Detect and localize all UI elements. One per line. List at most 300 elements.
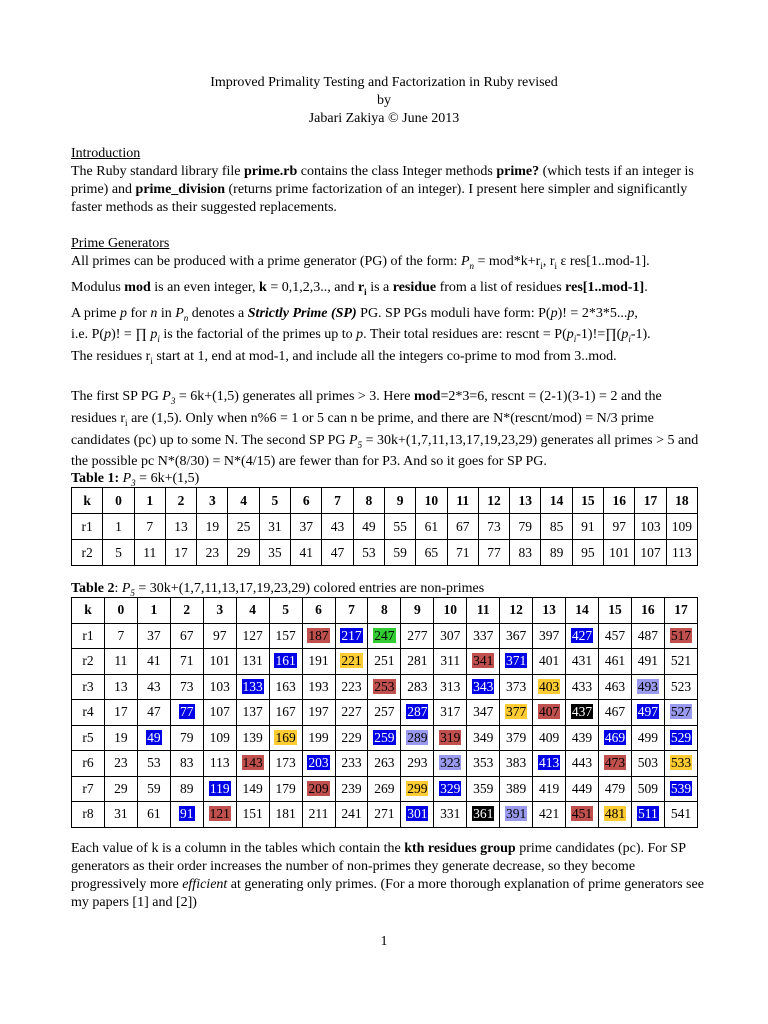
- pg-symbol: $P_n$: [460, 254, 474, 271]
- pg-bold: res[1..mod-1]: [565, 279, 645, 295]
- non-prime-value: 403: [538, 678, 560, 694]
- non-prime-value: 253: [374, 678, 395, 694]
- non-prime-value: 77: [180, 704, 194, 720]
- table-cell: 443: [566, 751, 599, 777]
- pg-sub: i: [150, 355, 153, 366]
- column-header: 15: [599, 598, 632, 624]
- table-cell: 41: [137, 649, 170, 675]
- table-cell: 67: [447, 514, 478, 540]
- table-cell: 43: [137, 674, 170, 700]
- table-cell: [467, 802, 500, 828]
- non-prime-value: 481: [604, 806, 626, 822]
- column-header: 0: [104, 598, 137, 624]
- table-cell: 307: [434, 623, 467, 649]
- non-prime-value: 203: [308, 755, 329, 771]
- table-cell: 19: [197, 514, 228, 540]
- table-cell: 487: [631, 623, 664, 649]
- table-cell: 337: [467, 623, 500, 649]
- table-cell: 29: [228, 540, 259, 566]
- table-cell: 43: [322, 514, 353, 540]
- non-prime-value: 413: [538, 755, 560, 771]
- intro-paragraph: [71, 163, 711, 217]
- table-row: [72, 514, 698, 540]
- non-prime-value: 221: [341, 653, 362, 669]
- table-cell: 293: [401, 751, 434, 777]
- table-cell: [533, 674, 566, 700]
- pg-text: , r: [542, 254, 555, 269]
- table-cell: 103: [203, 674, 236, 700]
- table-cell: 79: [510, 514, 541, 540]
- table-cell: 113: [203, 751, 236, 777]
- table-cell: [664, 700, 697, 726]
- table-cell: 11: [104, 649, 137, 675]
- table-cell: [335, 649, 368, 675]
- table-cell: 91: [572, 514, 603, 540]
- pg-italic: n: [150, 305, 158, 321]
- table-cell: 433: [566, 674, 599, 700]
- table-cell: 59: [384, 540, 415, 566]
- table-cell: 353: [467, 751, 500, 777]
- table-cell: 157: [269, 623, 302, 649]
- table-cell: 23: [104, 751, 137, 777]
- table-row: [72, 751, 698, 777]
- pg-symbol: $p_i$: [150, 327, 160, 345]
- table-cell: 53: [137, 751, 170, 777]
- non-prime-value: 143: [242, 755, 263, 771]
- pg-text: All primes can be produced with a prime generator (PG) of the form:: [71, 254, 461, 269]
- non-prime-value: 451: [571, 806, 593, 822]
- non-prime-value: 361: [473, 806, 494, 822]
- table-cell: [401, 700, 434, 726]
- column-header: 4: [236, 598, 269, 624]
- column-header: 5: [259, 488, 290, 514]
- table-cell: [401, 725, 434, 751]
- table-cell: 359: [467, 776, 500, 802]
- column-header: 7: [322, 488, 353, 514]
- table-cell: 193: [302, 674, 335, 700]
- pg-text: = mod*k+r: [474, 254, 541, 269]
- pg-text: )! = ∏: [111, 327, 151, 343]
- pg-text: . Their total residues are: rescnt = P(: [363, 327, 567, 343]
- table-cell: 311: [434, 649, 467, 675]
- non-prime-value: 169: [275, 729, 296, 745]
- table-cell: 139: [236, 725, 269, 751]
- table-cell: 227: [335, 700, 368, 726]
- column-header: 0: [103, 488, 134, 514]
- column-header: 9: [401, 598, 434, 624]
- table-cell: 491: [631, 649, 664, 675]
- table-cell: 229: [335, 725, 368, 751]
- column-header: 2: [170, 598, 203, 624]
- column-header: 13: [533, 598, 566, 624]
- table-cell: 149: [236, 776, 269, 802]
- non-prime-value: 437: [571, 704, 593, 720]
- table-cell: 73: [478, 514, 509, 540]
- pg-bold: k: [259, 279, 267, 295]
- table-cell: 31: [259, 514, 290, 540]
- non-prime-value: 121: [209, 806, 230, 822]
- page-number: 1: [380, 934, 388, 949]
- table-cell: [664, 623, 697, 649]
- table-cell: [434, 751, 467, 777]
- table-cell: 509: [631, 776, 664, 802]
- table-cell: 419: [533, 776, 566, 802]
- table-cell: [599, 802, 632, 828]
- table-cell: 31: [104, 802, 137, 828]
- table-cell: [302, 751, 335, 777]
- table-cell: [566, 623, 599, 649]
- column-header: 10: [434, 598, 467, 624]
- table-cell: 101: [604, 540, 635, 566]
- column-header: 7: [335, 598, 368, 624]
- table-cell: 503: [631, 751, 664, 777]
- table-cell: [302, 623, 335, 649]
- non-prime-value: 323: [440, 755, 461, 771]
- column-header: 10: [416, 488, 447, 514]
- table-cell: [599, 725, 632, 751]
- doc-author: Jabari Zakiya © June 2013: [308, 111, 460, 126]
- table-cell: 317: [434, 700, 467, 726]
- table-cell: 401: [533, 649, 566, 675]
- non-prime-value: 511: [638, 806, 658, 822]
- doc-title: Improved Primality Testing and Factorization in Ruby revised: [210, 75, 558, 90]
- table-row: [72, 802, 698, 828]
- table-row: [72, 649, 698, 675]
- table-cell: 181: [269, 802, 302, 828]
- table-cell: 97: [203, 623, 236, 649]
- document-header: [0, 74, 768, 128]
- table1-caption-text: = 6k+(1,5): [135, 471, 200, 486]
- table-cell: 461: [599, 649, 632, 675]
- pg-text: denotes a: [188, 305, 248, 321]
- pg-symbol: $P_n$: [175, 305, 189, 323]
- pg-line-4: [71, 326, 711, 348]
- pg-sub: i: [540, 260, 543, 271]
- table-header-row: [72, 598, 698, 624]
- table-cell: 83: [510, 540, 541, 566]
- column-header: 8: [368, 598, 401, 624]
- column-header: 12: [478, 488, 509, 514]
- pg-line-5: [71, 348, 711, 370]
- table-cell: [631, 674, 664, 700]
- table-cell: 389: [500, 776, 533, 802]
- table-cell: 421: [533, 802, 566, 828]
- pg-text: is a: [366, 279, 393, 295]
- table-cell: [203, 776, 236, 802]
- table-row: [72, 725, 698, 751]
- table-cell: 79: [170, 725, 203, 751]
- table-cell: 29: [104, 776, 137, 802]
- pg-symbol: $P_5$: [349, 432, 363, 450]
- table-cell: 173: [269, 751, 302, 777]
- table-cell: 109: [666, 514, 697, 540]
- table-cell: 263: [368, 751, 401, 777]
- non-prime-value: 391: [506, 806, 527, 822]
- pg-text: PG. SP PGs moduli have form: P(: [356, 305, 551, 321]
- table-cell: [566, 700, 599, 726]
- table-cell: [170, 700, 203, 726]
- non-prime-value: 217: [341, 627, 362, 643]
- table-cell: [500, 802, 533, 828]
- prime-generators-section: [71, 235, 711, 471]
- intro-text: (returns prime factorization of an integer). I present here simpler and significantly faster methods as their suggested replacements.: [71, 182, 688, 215]
- pg-symbol: $p_i$: [621, 327, 631, 345]
- table-cell: 197: [302, 700, 335, 726]
- table-cell: 47: [137, 700, 170, 726]
- table-cell: 179: [269, 776, 302, 802]
- column-header: 6: [291, 488, 322, 514]
- table-cell: 61: [416, 514, 447, 540]
- table-cell: 89: [541, 540, 572, 566]
- table-cell: 77: [478, 540, 509, 566]
- table-cell: 7: [134, 514, 165, 540]
- table-header-row: [72, 488, 698, 514]
- table-cell: 107: [635, 540, 666, 566]
- table-row: [72, 700, 698, 726]
- pg-bold-italic: Strictly Prime (SP): [247, 305, 357, 321]
- row-label: r5: [72, 725, 105, 751]
- closing-text: at generating only primes. (For a more thorough explanation of prime generators see my papers [1] and [2]): [71, 877, 704, 910]
- non-prime-value: 371: [506, 653, 527, 669]
- row-label: r1: [72, 623, 105, 649]
- table-cell: 397: [533, 623, 566, 649]
- non-prime-value: 407: [538, 704, 560, 720]
- table-cell: [500, 700, 533, 726]
- column-header: 14: [541, 488, 572, 514]
- table-cell: 191: [302, 649, 335, 675]
- table-cell: 13: [165, 514, 196, 540]
- table-cell: [599, 751, 632, 777]
- column-header: 13: [510, 488, 541, 514]
- table-row: [72, 776, 698, 802]
- table-cell: 257: [368, 700, 401, 726]
- table-cell: 457: [599, 623, 632, 649]
- column-header: 2: [165, 488, 196, 514]
- column-header: 17: [664, 598, 697, 624]
- column-header: 1: [134, 488, 165, 514]
- table-cell: 167: [269, 700, 302, 726]
- table2: [71, 597, 698, 828]
- table-cell: 251: [368, 649, 401, 675]
- table1: [71, 487, 698, 566]
- table-cell: 73: [170, 674, 203, 700]
- pg-symbol: $p_i$: [566, 327, 577, 345]
- pg-text: =2*3=6, rescnt = (2-1)(3-1) = 2 and the residues r: [71, 388, 662, 426]
- closing-text: Each value of k is a column in the tables which contain the: [71, 841, 405, 856]
- table1-symbol: $P_3$: [122, 471, 136, 488]
- pg-line-1: [71, 253, 711, 275]
- table-cell: 17: [165, 540, 196, 566]
- pg-italic: p: [104, 327, 112, 343]
- table-cell: 85: [541, 514, 572, 540]
- closing-bold: kth residues group: [404, 841, 516, 856]
- table-cell: 17: [104, 700, 137, 726]
- column-header: 17: [635, 488, 666, 514]
- column-header: 8: [353, 488, 384, 514]
- table-cell: 35: [259, 540, 290, 566]
- table-cell: [236, 751, 269, 777]
- non-prime-value: 161: [275, 653, 296, 669]
- doc-by: by: [377, 93, 391, 108]
- table-cell: 1: [103, 514, 134, 540]
- closing-paragraph: [71, 840, 711, 912]
- table-cell: 137: [236, 700, 269, 726]
- table-cell: 83: [170, 751, 203, 777]
- table-cell: 103: [635, 514, 666, 540]
- table-cell: 89: [170, 776, 203, 802]
- table-cell: 373: [500, 674, 533, 700]
- intro-text: The Ruby standard library file: [71, 164, 245, 179]
- pg-text: .: [644, 279, 648, 295]
- table-cell: 223: [335, 674, 368, 700]
- pg-text: Modulus: [71, 279, 125, 295]
- table-cell: [137, 725, 170, 751]
- column-header: 11: [447, 488, 478, 514]
- table-cell: 367: [500, 623, 533, 649]
- table-cell: 131: [236, 649, 269, 675]
- table-cell: [467, 649, 500, 675]
- table-cell: 71: [170, 649, 203, 675]
- table-cell: 65: [416, 540, 447, 566]
- non-prime-value: 497: [637, 704, 659, 720]
- non-prime-value: 377: [506, 704, 527, 720]
- row-label: r2: [72, 540, 103, 566]
- column-header: 3: [197, 488, 228, 514]
- table-cell: 383: [500, 751, 533, 777]
- pg-italic: p: [120, 305, 127, 321]
- table-cell: [170, 802, 203, 828]
- pg-text: ε res[1..mod-1].: [557, 254, 650, 269]
- table-cell: 47: [322, 540, 353, 566]
- table-cell: 5: [103, 540, 134, 566]
- table-cell: 241: [335, 802, 368, 828]
- column-header: k: [72, 598, 105, 624]
- table-cell: 449: [566, 776, 599, 802]
- pg-text: The residues r: [71, 349, 151, 365]
- non-prime-value: 287: [407, 704, 428, 720]
- non-prime-value: 209: [308, 780, 329, 796]
- table-cell: 37: [291, 514, 322, 540]
- table-cell: [500, 649, 533, 675]
- table-cell: 499: [631, 725, 664, 751]
- table-cell: 331: [434, 802, 467, 828]
- non-prime-value: 427: [571, 627, 593, 643]
- pg-text: is an even integer,: [150, 279, 260, 295]
- table-cell: [631, 802, 664, 828]
- closing-italic: efficient: [182, 877, 228, 892]
- pg-text: from a list of residues: [436, 279, 566, 295]
- non-prime-value: 133: [242, 678, 263, 694]
- table-cell: 269: [368, 776, 401, 802]
- table-row: [72, 540, 698, 566]
- table-cell: [467, 674, 500, 700]
- table-cell: 71: [447, 540, 478, 566]
- non-prime-value: 493: [637, 678, 659, 694]
- pg-text: start at 1, end at mod-1, and include all the integers co-prime to mod from 3..mod.: [152, 349, 617, 365]
- column-header: 18: [666, 488, 697, 514]
- pg-bold: mod: [124, 279, 151, 295]
- table-cell: [302, 776, 335, 802]
- column-header: 1: [137, 598, 170, 624]
- table-cell: 431: [566, 649, 599, 675]
- non-prime-value: 341: [473, 653, 494, 669]
- column-header: 11: [467, 598, 500, 624]
- table-cell: [434, 725, 467, 751]
- table2-caption-text: :: [114, 581, 122, 596]
- non-prime-value: 259: [374, 729, 395, 745]
- pg-text: in: [157, 305, 176, 321]
- table-cell: 101: [203, 649, 236, 675]
- non-prime-value: 473: [604, 755, 626, 771]
- introduction-section: [71, 145, 711, 217]
- non-prime-value: 49: [147, 729, 161, 745]
- table-cell: [368, 674, 401, 700]
- table-cell: 379: [500, 725, 533, 751]
- pg-line-3: [71, 305, 711, 327]
- non-prime-value: 343: [473, 678, 494, 694]
- table2-caption-text: = 30k+(1,7,11,13,17,19,23,29) colored entries are non-primes: [134, 581, 485, 596]
- table-cell: 151: [236, 802, 269, 828]
- table2-symbol: $P_5$: [121, 581, 135, 598]
- row-label: r2: [72, 649, 105, 675]
- non-prime-value: 299: [407, 780, 428, 796]
- table-cell: 347: [467, 700, 500, 726]
- pg-sub: i: [125, 417, 128, 428]
- table-row: [72, 623, 698, 649]
- column-header: 3: [203, 598, 236, 624]
- non-prime-value: 469: [604, 729, 626, 745]
- table-cell: 127: [236, 623, 269, 649]
- row-label: r8: [72, 802, 105, 828]
- pg-paragraph-2: [71, 388, 711, 471]
- non-prime-value: 527: [670, 704, 692, 720]
- row-label: r7: [72, 776, 105, 802]
- row-label: r3: [72, 674, 105, 700]
- non-prime-value: 119: [209, 780, 230, 796]
- intro-text: (which tests if an integer is prime) and: [71, 164, 694, 197]
- non-prime-value: 539: [670, 780, 692, 796]
- pg-italic: p: [627, 305, 635, 321]
- pg-text: -1).: [630, 327, 651, 343]
- pg-text: are (1,5). Only when n%6 = 1 or 5 can n be prime, and there are N*(rescnt/mod) = N/3 prime candidates (pc) up to some N. The second SP PG: [71, 410, 654, 448]
- table-cell: 313: [434, 674, 467, 700]
- table-cell: 283: [401, 674, 434, 700]
- row-label: r4: [72, 700, 105, 726]
- pg-bold: residue: [392, 279, 437, 295]
- table2-caption-label: Table 2: [71, 581, 115, 596]
- column-header: 5: [269, 598, 302, 624]
- table-cell: 107: [203, 700, 236, 726]
- column-header: 4: [228, 488, 259, 514]
- pg-text: is the factorial of the primes up to: [159, 327, 357, 343]
- non-prime-value: 319: [440, 729, 461, 745]
- non-prime-value: 301: [407, 806, 428, 822]
- table-cell: 37: [137, 623, 170, 649]
- table-cell: [203, 802, 236, 828]
- table-cell: [631, 700, 664, 726]
- non-prime-value: 187: [308, 627, 329, 643]
- table-cell: 97: [604, 514, 635, 540]
- table-cell: 49: [353, 514, 384, 540]
- table-cell: 41: [291, 540, 322, 566]
- table-cell: [401, 776, 434, 802]
- pg-text: = 30k+(1,7,11,13,17,19,23,29) generates all primes > 5 and the possible pc N*(8/30) = N*(4/15) are fewer than for P3. And so it goes for SP PG.: [71, 432, 699, 470]
- pg-heading: Prime Generators: [71, 236, 170, 251]
- column-header: 16: [631, 598, 664, 624]
- column-header: 9: [384, 488, 415, 514]
- table-cell: [664, 725, 697, 751]
- table-cell: 277: [401, 623, 434, 649]
